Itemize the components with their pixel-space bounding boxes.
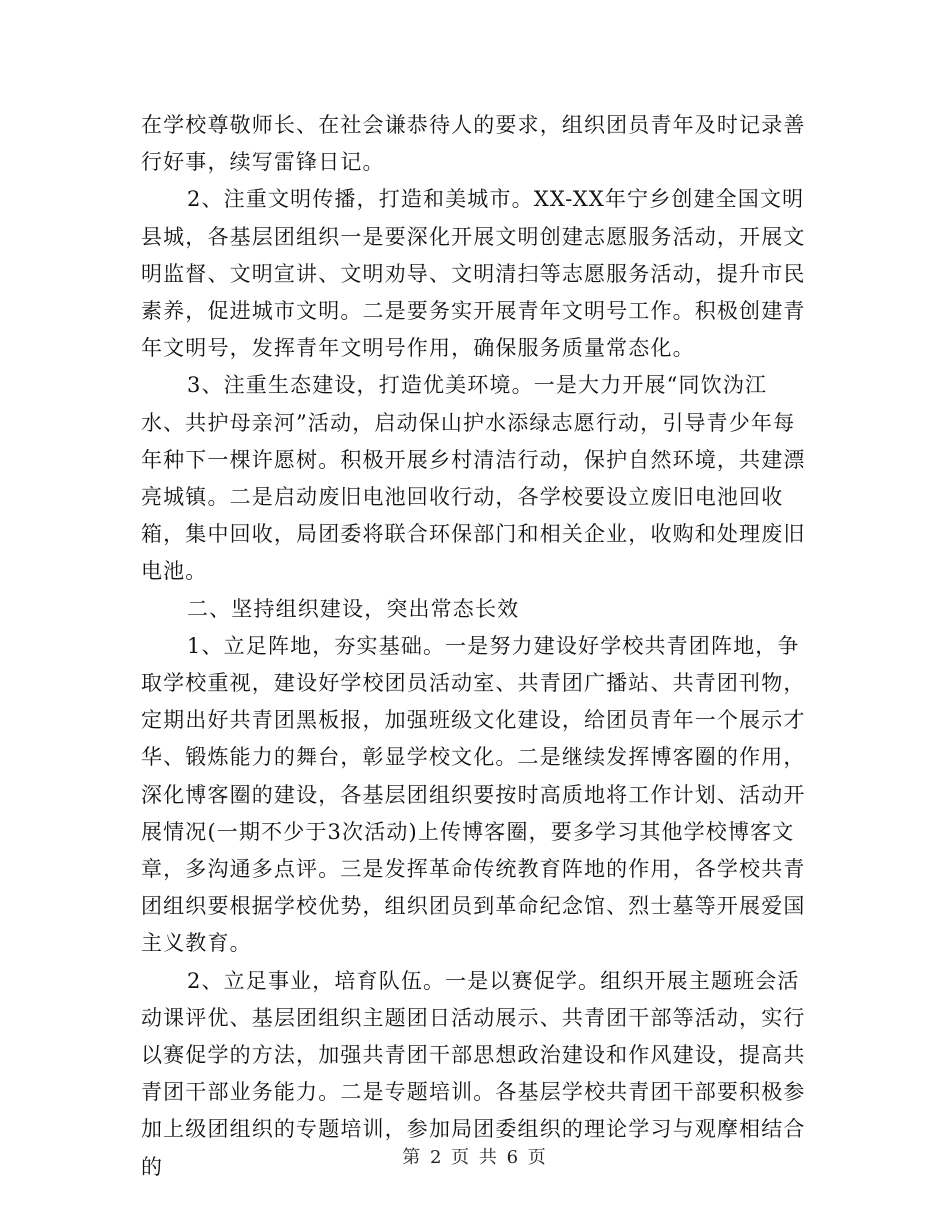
paragraph-training: 2、立足事业，培育队伍。一是以赛促学。组织开展主题班会活动课评优、基层团组织主题团日活动展示、共青团干部等活动，实行以赛促学的方法，加强共青团干部思想政治建设和作风建设，提高共青团干部业务能力。二是专题培训。各基层学校共青团干部要积极参加上级团组织的专题培训，参加局团委组织的理论学习与观摩相结合的 <box>141 968 806 1179</box>
paragraph-foundation: 1、立足阵地，夯实基础。一是努力建设好学校共青团阵地，争取学校重视，建设好学校团员活动室、共青团广播站、共青团刊物，定期出好共青团黑板报，加强班级文化建设，给团员青年一个展示才华、锻炼能力的舞台，彰显学校文化。二是继续发挥博客圈的作用，深化博客圈的建设，各基层团组织要按时高质地将工作计划、活动开展情况(一期不少于3次活动)上传博客圈，要多学习其他学校博客文章，多沟通多点评。三是发挥革命传统教育阵地的作用，各学校共青团组织要根据学校优势，组织团员到革命纪念馆、烈士墓等开展爱国主义教育。 <box>141 633 806 956</box>
paragraph-continuation: 在学校尊敬师长、在社会谦恭待人的要求，组织团员青年及时记录善行好事，续写雷锋日记。 <box>141 113 806 175</box>
document-body <box>141 107 811 1186</box>
page-number-footer: 第 2 页 共 6 页 <box>402 1147 548 1168</box>
paragraph-civilization: 2、注重文明传播，打造和美城市。XX-XX年宁乡创建全国文明县城，各基层团组织一是要深化开展文明创建志愿服务活动，开展文明监督、文明宣讲、文明劝导、文明清扫等志愿服务活动，提升市民素养，促进城市文明。二是要务实开展青年文明号工作。积极创建青年文明号，发挥青年文明号作用，确保服务质量常态化。 <box>141 187 806 361</box>
section-heading: 二、坚持组织建设，突出常态长效 <box>187 596 520 621</box>
paragraph-ecology: 3、注重生态建设，打造优美环境。一是大力开展“同饮沩江水、共护母亲河”活动，启动保山护水添绿志愿行动，引导青少年每年种下一棵许愿树。积极开展乡村清洁行动，保护自然环境，共建漂亮城镇。二是启动废旧电池回收行动，各学校要设立废旧电池回收箱，集中回收，局团委将联合环保部门和相关企业，收购和处理废旧电池。 <box>141 373 806 584</box>
